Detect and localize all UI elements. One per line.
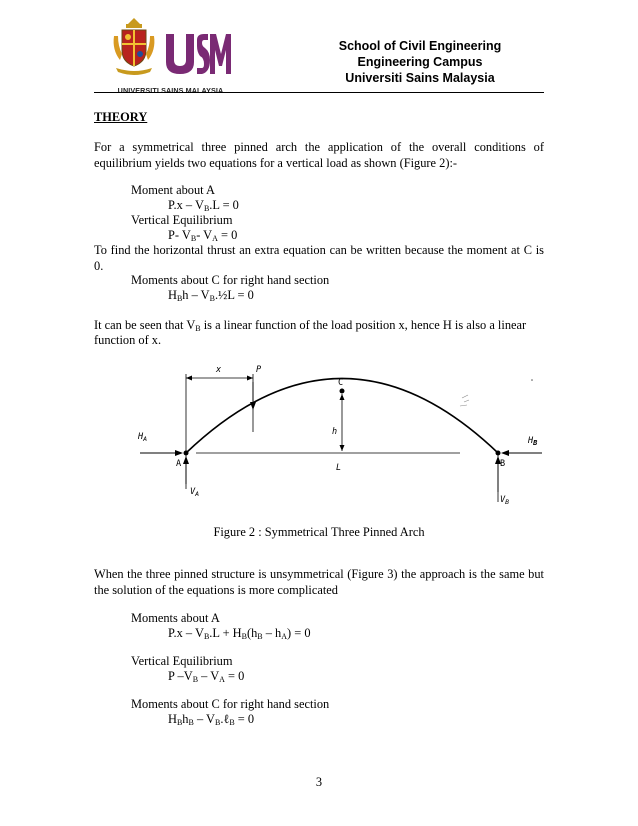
moment-c-equation: $H_Bh$ – $V_B.\frac{1}{2}L = 0$ [168, 288, 254, 303]
label-h: h [332, 427, 338, 437]
unsym-moment-a-label: Moments about A [131, 611, 220, 625]
usm-wordmark-icon [164, 32, 232, 78]
label-va: $V_A$ [190, 487, 200, 498]
campus-name: Engineering Campus [357, 55, 483, 69]
unsym-moment-c-label: Moments about C for right hand section [131, 697, 330, 711]
symmetrical-arch-figure [120, 354, 550, 506]
vertical-equilibrium-label: Vertical Equilibrium [131, 213, 233, 227]
section-title: THEORY [94, 110, 148, 124]
label-ha: $H_A$ [138, 432, 148, 443]
linear-function-continuation: function of x. [94, 333, 162, 347]
university-name: Universiti Sains Malaysia [345, 71, 495, 85]
unsym-moment-c-equation: $H_Bh_B$ – $V_B.\ell_B = 0$ [168, 712, 255, 727]
moment-c-label: Moments about C for right hand section [131, 273, 330, 287]
intro-paragraph: For a symmetrical three pinned arch the application of the overall conditions of equilibrium yields two equations for a vertical load as shown (Figure 2):- [94, 140, 544, 170]
page-number: 3 [315, 775, 323, 789]
vertical-equilibrium-equation: P- $V_B-$ $V_A = 0$ [168, 228, 238, 243]
label-c: C [338, 378, 344, 388]
unsymmetrical-paragraph: When the three pinned structure is unsymmetrical (Figure 3) the approach is the same but the solution of the equations is more complicated [94, 567, 544, 597]
usm-logo [98, 14, 243, 95]
label-vb: $V_B$ [500, 495, 510, 506]
moment-a-label: Moment about A [131, 183, 215, 197]
label-hb: $H_B$ [528, 436, 538, 447]
moment-a-equation: $P.x - V_B.L = 0$ [168, 198, 239, 213]
school-name: School of Civil Engineering [338, 39, 502, 53]
unsym-moment-a-equation: $P.x - V_B.L + H_B(h_B - h_A) = 0$ [168, 626, 311, 641]
logo-caption: UNIVERSITI SAINS MALAYSIA [117, 86, 224, 95]
horizontal-thrust-paragraph: To find the horizontal thrust an extra equation can be written because the moment at C is 0. [94, 243, 544, 273]
label-x: x [216, 365, 222, 375]
linear-function-paragraph: It can be seen that $V_B$ is a linear function of the load position x, hence H is also a linear [94, 318, 527, 333]
unsym-vertical-equation: P $-V_B - V_A = 0$ [168, 669, 245, 684]
figure-caption: Figure 2 : Symmetrical Three Pinned Arch [213, 525, 425, 539]
label-a: A [176, 459, 182, 469]
header-divider [94, 92, 544, 93]
institution-header [300, 38, 540, 86]
unsym-vertical-label: Vertical Equilibrium [131, 654, 233, 668]
label-p: P [256, 365, 262, 375]
university-crest-icon [110, 14, 158, 78]
pin-c [340, 389, 345, 394]
label-b: B [500, 459, 506, 469]
label-l: L [336, 463, 342, 473]
